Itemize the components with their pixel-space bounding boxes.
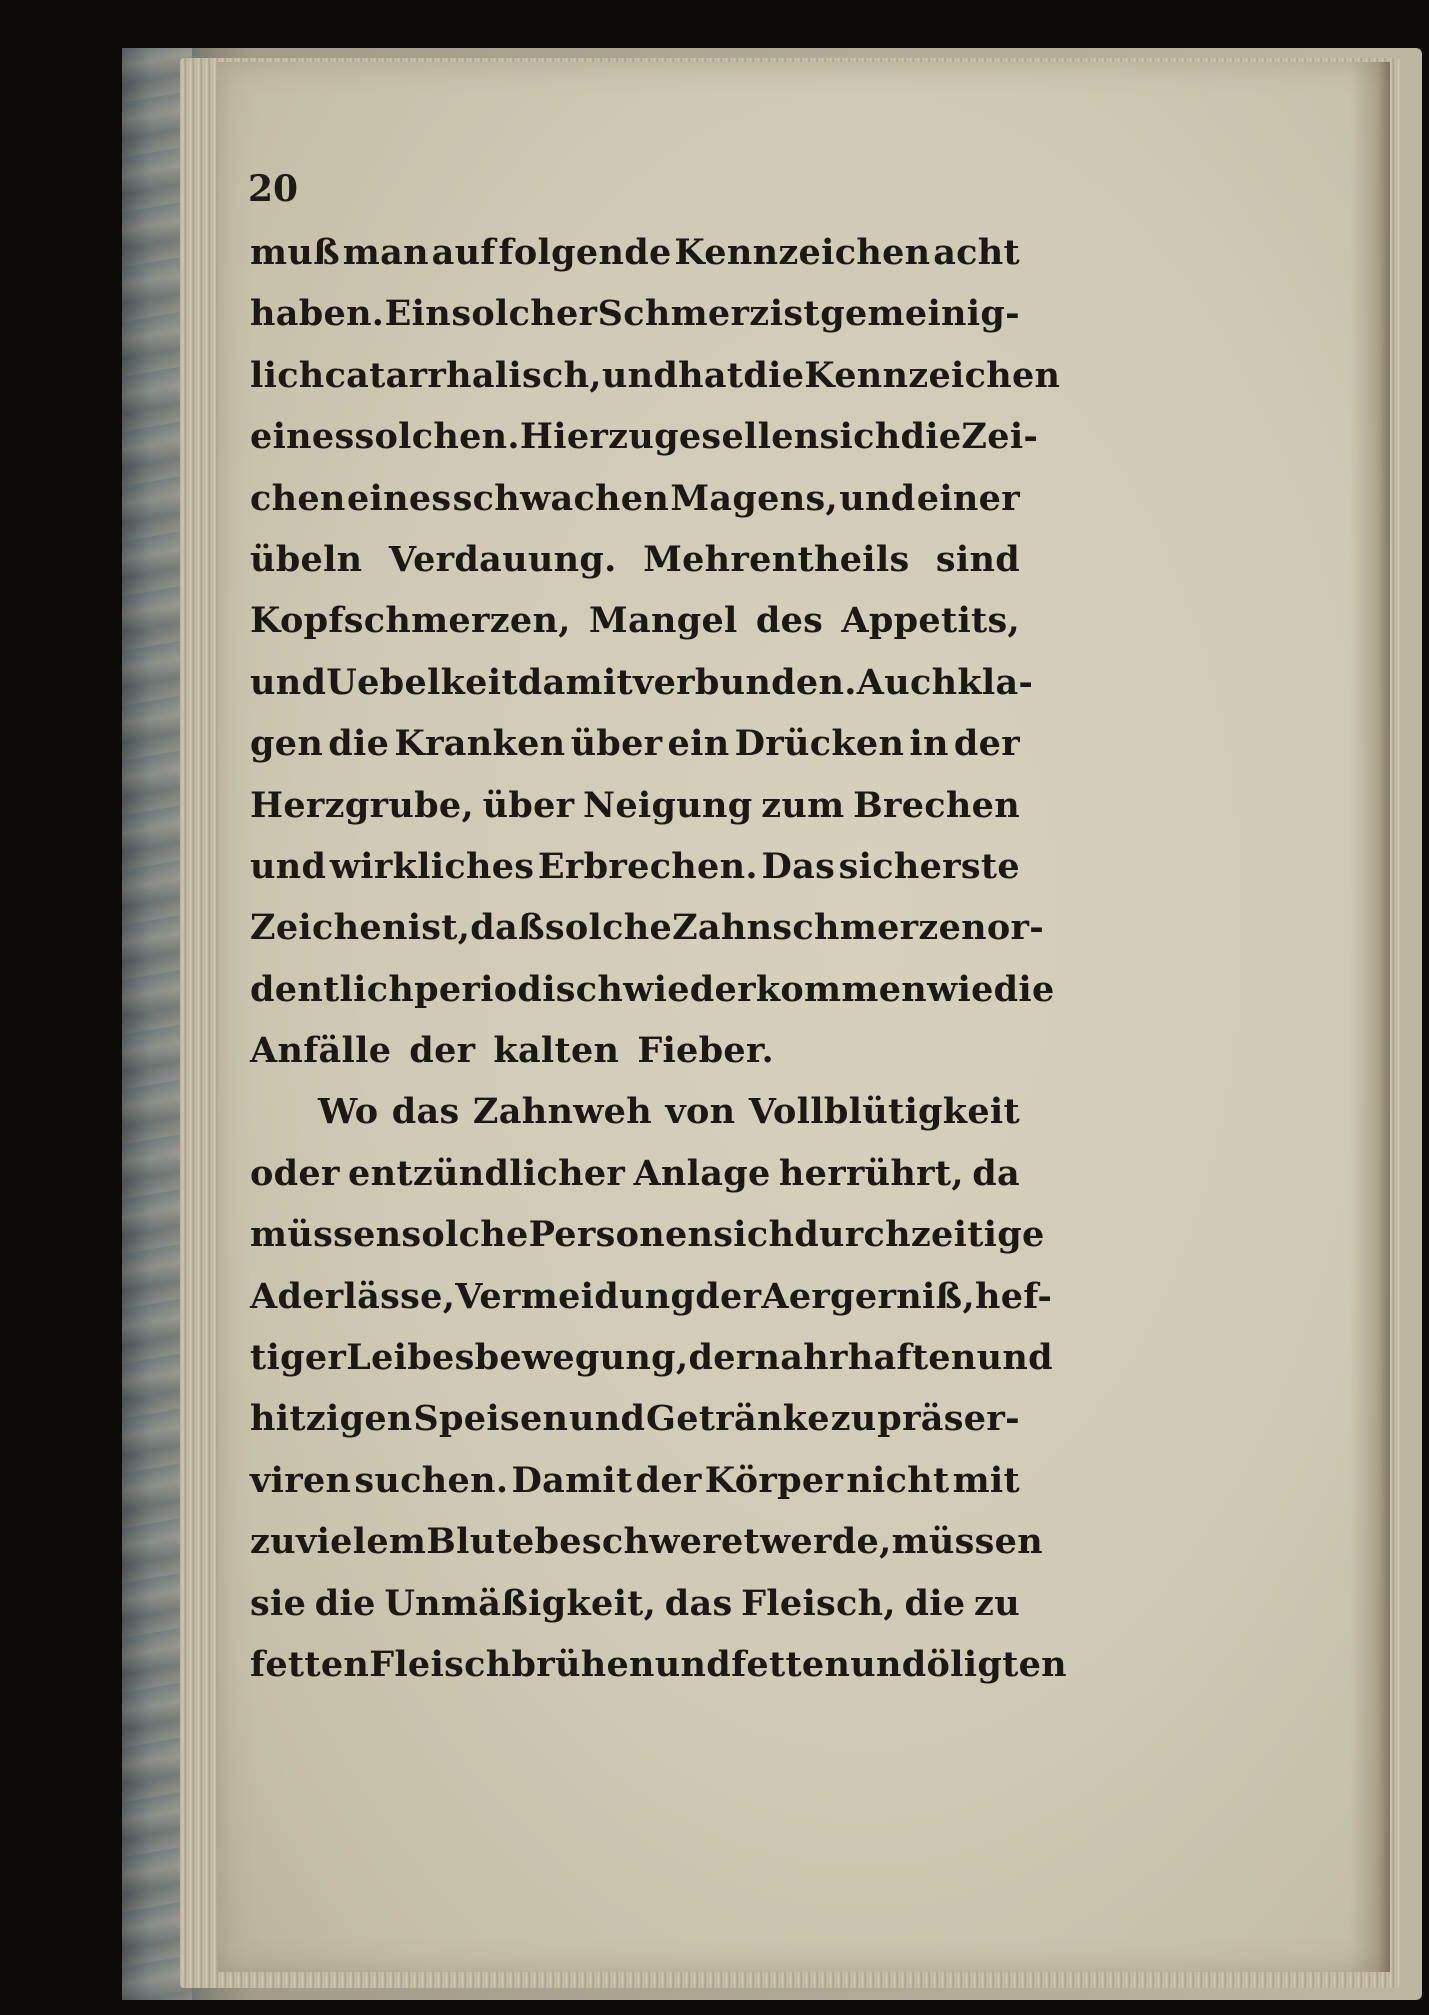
word: Kennzeichen [804,354,1061,396]
word: der [409,1030,476,1072]
word: gen [250,723,324,765]
word: und [601,354,679,396]
word: die [328,723,390,765]
word: Vollblütigkeit [748,1091,1020,1133]
word: wie [927,968,994,1010]
word: ist, [407,907,471,949]
word: müssen [891,1521,1043,1563]
text-line [250,1511,1043,1572]
text-line [250,1450,1020,1511]
word: und [569,1398,646,1440]
word: sich [819,416,901,458]
page-number: 20 [248,168,299,210]
word: eines [346,477,452,519]
word: die [314,1582,376,1624]
word: oder [250,1152,340,1194]
word: nahrhaften [754,1337,977,1379]
text-line [250,529,1020,590]
word: der [688,1337,755,1379]
word: Zahnweh [472,1091,652,1133]
word: einer [916,477,1020,519]
word: Zei- [961,416,1039,458]
word: die [993,968,1055,1010]
word: herrührt, [778,1152,964,1194]
text-line [250,1634,1067,1695]
word: gemeinig- [820,293,1020,335]
word: Mangel [588,600,738,642]
word: man [342,232,429,273]
word: Schmerz [597,293,770,335]
word: verbunden. [632,661,857,703]
word: sich [713,1214,795,1256]
word: der [695,1275,762,1317]
word: Anfälle [250,1030,392,1072]
word: von [665,1091,736,1133]
text-line [250,775,1020,836]
text-line [250,1266,1053,1327]
word: und [654,1643,732,1685]
word: sicherste [838,845,1020,887]
word: die [900,416,962,458]
text-line [250,959,1055,1020]
word: solcher [451,293,598,335]
text-line [250,1388,1020,1449]
word: Blute [426,1521,535,1563]
word: und [250,845,327,887]
word: kla- [957,661,1034,703]
word: Wo [318,1091,379,1133]
word: Zeichen [250,907,408,949]
word: präser- [877,1398,1020,1440]
word: zu [830,1398,877,1440]
word: Kennzeichen [674,232,931,273]
word: Das [761,845,836,887]
text-line [250,1143,1020,1204]
word: Appetits, [841,600,1020,642]
word: damit [517,661,633,703]
word: Auch [856,661,958,703]
word: sie [250,1582,307,1624]
word: Herzgrube, [250,784,474,826]
word: Zahnschmerzen [672,907,987,949]
word: und [250,661,327,703]
word: Uebelkeit [326,661,518,703]
word: die [904,1582,966,1624]
word: werde, [760,1521,892,1563]
word: Personen [528,1214,714,1256]
word: über [570,723,663,765]
word: mit [952,1459,1020,1501]
word: müssen [250,1214,402,1256]
word: wieder [623,968,756,1010]
text-line [250,1573,1020,1634]
text-line [250,1204,1045,1265]
word: über [482,784,575,826]
word: zum [761,784,845,826]
text-line [250,836,1020,897]
word: und [839,477,916,519]
word: Neigung [583,784,753,826]
word: hitzigen [250,1398,413,1440]
body-text [250,222,1067,1695]
word: Kranken [394,723,566,765]
word: schwachen [452,477,670,519]
text-line [250,345,1061,406]
text-line [250,406,1039,467]
word: solche [401,1214,529,1256]
word: acht [933,232,1020,273]
word: Brechen [853,784,1020,826]
word: solchen. [354,416,520,458]
word: Körper [704,1459,844,1501]
word: tiger [250,1337,347,1379]
text-line [250,590,1020,651]
word: catarrhalisch, [324,354,602,396]
word: Hierzu [519,416,655,458]
word: Getränke [646,1398,830,1440]
text-line [250,222,1020,283]
word: Speisen [413,1398,569,1440]
word: fetten [250,1643,370,1685]
word: das [664,1582,733,1624]
text-line [250,468,1020,529]
word: haben. [250,293,385,335]
word: suchen. [354,1459,509,1501]
word: durch [794,1214,911,1256]
word: und [850,1643,927,1685]
word: beschweret [534,1521,760,1563]
word: des [755,600,824,642]
text-line [250,283,1020,344]
word: hef- [974,1275,1053,1317]
word: gesellen [654,416,820,458]
word: dentlich [250,968,415,1010]
word: daß [470,907,545,949]
word: eines [250,416,355,458]
word: ist [769,293,820,335]
text-line [250,713,1020,774]
text-line [250,1020,1020,1081]
word: Ein [384,293,451,335]
text-line [250,652,1034,713]
word: Anlage [633,1152,771,1194]
word: nicht [846,1459,950,1501]
word: sind [935,538,1020,580]
word: ein [667,723,730,765]
word: zu [250,1521,296,1563]
word: wirkliches [329,845,535,887]
word: entzündlicher [348,1152,626,1194]
word: Verdauung. [388,538,617,580]
word: und [976,1337,1053,1379]
text-line [250,1327,1053,1388]
word: viren [250,1459,352,1501]
word: fetten [731,1643,851,1685]
word: in [909,723,949,765]
word: Fieber. [637,1030,774,1072]
word: Aderlässe, [250,1275,456,1317]
word: kommen [755,968,928,1010]
word: die [743,354,805,396]
word: das [391,1091,460,1133]
word: da [972,1152,1020,1194]
word: öligten [926,1643,1067,1685]
word: solche [544,907,673,949]
page-gutter [1350,62,1390,1972]
word: muß [250,232,340,273]
word: Vermeidung [455,1275,696,1317]
word: periodisch [414,968,624,1010]
word: zeitige [910,1214,1045,1256]
word: kalten [493,1030,620,1072]
word: or- [986,907,1045,949]
word: Fleischbrühen [369,1643,655,1685]
word: Damit [511,1459,633,1501]
word: auf [431,232,496,273]
word: lich [250,354,325,396]
word: hat [678,354,744,396]
text-line [250,1081,1020,1142]
word: Kopfschmerzen, [250,600,571,642]
word: Fleisch, [741,1582,896,1624]
word: Leibesbewegung, [346,1337,689,1379]
word: Unmäßigkeit, [384,1582,657,1624]
word: folgende [498,232,672,273]
word: der [953,723,1020,765]
word: übeln [250,538,363,580]
word: vielem [295,1521,427,1563]
text-line [250,897,1045,958]
word: zu [974,1582,1020,1624]
word: Drücken [734,723,905,765]
word: Mehrentheils [643,538,910,580]
word: der [635,1459,702,1501]
word: Magens, [670,477,838,519]
word: chen [250,477,346,519]
word: Erbrechen. [537,845,758,887]
word: Aergerniß, [761,1275,975,1317]
